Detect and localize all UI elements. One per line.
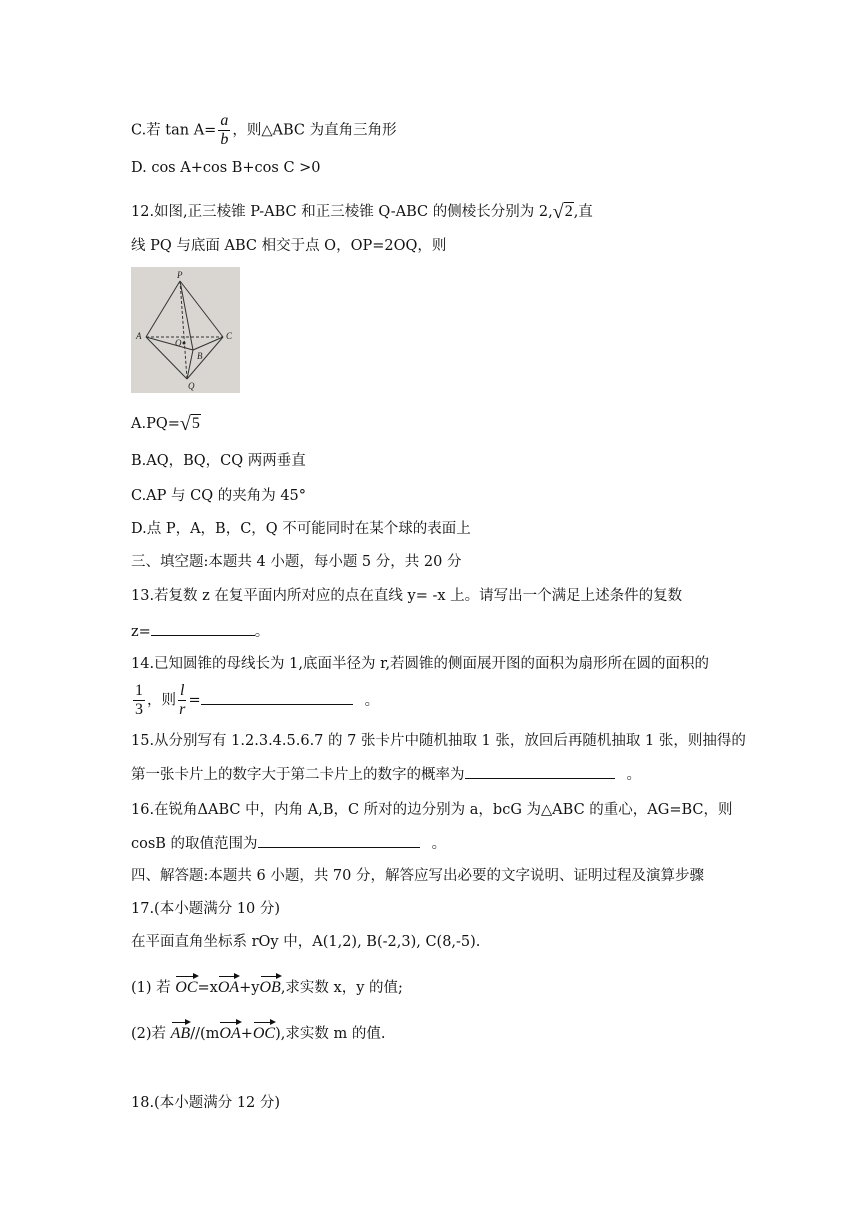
pyramid-diagram (131, 267, 240, 393)
fraction-numerator: 1 (135, 682, 143, 699)
q15-end: 。 (626, 767, 641, 783)
option-c-text: C.若 tan A= (131, 122, 217, 139)
section-4-heading: 四、解答题:本题共 6 小题，共 70 分，解答应写出必要的文字说明、证明过程及演算步骤 (131, 868, 704, 884)
q14-line-1: 14.已知圆锥的母线长为 1,底面半径为 r,若圆锥的侧面展开图的面积为扇形所在圆的面积的 (131, 656, 710, 672)
fraction-denominator: 3 (135, 701, 143, 718)
q17-part-1-label: (1) 若 (131, 980, 171, 996)
q17-text: =x (197, 980, 218, 996)
q17-text: //(m (190, 1026, 220, 1042)
q15-text: 第一张卡片上的数字大于第二卡片上的数字的概率为 (131, 767, 465, 783)
option-c-line (131, 112, 397, 149)
fraction-denominator: b (220, 131, 229, 148)
sqrt-2-radicand: 2 (564, 203, 573, 220)
q15-line-2 (131, 764, 641, 785)
q12-option-d: D.点 P，A，B，C，Q 不可能同时在某个球的表面上 (131, 521, 471, 537)
q17-part-1 (131, 973, 403, 998)
q17-text: ),求实数 m 的值. (275, 1026, 386, 1042)
label-b: B (197, 351, 203, 361)
answer-blank (201, 690, 353, 705)
q13-line-1: 13.若复数 z 在复平面内所对应的点在直线 y= -x 上。请写出一个满足上述条件的复数 (131, 588, 683, 604)
sqrt-2: √2 (552, 201, 573, 223)
q12-option-b: B.AQ，BQ，CQ 两两垂直 (131, 453, 306, 469)
option-c-conclusion: ，则△ABC 为直角三角形 (232, 122, 397, 139)
q15-line-1: 15.从分别写有 1.2.3.4.5.6.7 的 7 张卡片中随机抽取 1 张，放回后再随机抽取 1 张，则抽得的 (131, 733, 746, 749)
segment-pq (180, 281, 187, 379)
q16-line-2 (131, 833, 446, 854)
q12-line-1 (131, 200, 593, 222)
label-q: Q (188, 381, 195, 391)
edge-cq (187, 337, 223, 379)
vector-ob: OB (260, 973, 281, 998)
q16-end: 。 (431, 836, 447, 852)
edge-ab (146, 337, 193, 350)
sqrt-5-radicand: 5 (191, 415, 200, 432)
vector-oc: OC (253, 1019, 275, 1044)
fraction-numerator: l (180, 682, 185, 699)
q17-part-2 (131, 1019, 385, 1044)
label-c: C (226, 331, 233, 341)
q17-text: +y (239, 980, 260, 996)
sqrt-5: √5 (179, 413, 200, 435)
edge-pb (180, 281, 193, 350)
fraction-one-third (133, 682, 145, 719)
fraction-l-over-r (178, 682, 186, 719)
q12-option-c: C.AP 与 CQ 的夹角为 45° (131, 488, 307, 504)
edge-pc (180, 281, 223, 337)
option-d-line: D. cos A+cos B+cos C >0 (131, 160, 321, 176)
q17-intro: 在平面直角坐标系 rOy 中，A(1,2), B(-2,3), C(8,-5). (131, 934, 481, 950)
edge-bc (193, 337, 223, 350)
q16-line-1: 16.在锐角ΔABC 中，内角 A,B，C 所对的边分别为 a，bcG 为△ABC 的重心，AG=BC，则 (131, 802, 733, 818)
q12-option-a (131, 412, 201, 434)
q13-line-2 (131, 621, 269, 642)
q17-title: 17.(本小题满分 10 分) (131, 901, 281, 917)
vector-oa: OA (219, 1019, 240, 1044)
q17-text: + (240, 1026, 253, 1042)
q14-equals: = (188, 692, 201, 709)
q17-part-2-label: (2)若 (131, 1026, 167, 1042)
q12-line-2: 线 PQ 与底面 ABC 相交于点 O，OP=2OQ，则 (131, 238, 447, 254)
q14-line-2 (131, 682, 379, 719)
vector-oa: OA (218, 973, 239, 998)
fraction-numerator: a (220, 112, 229, 129)
label-a: A (136, 331, 142, 341)
q14-text: ，则 (147, 692, 176, 709)
section-3-heading: 三、填空题:本题共 4 小题，每小题 5 分，共 20 分 (131, 554, 462, 570)
pyramid-figure (131, 267, 240, 393)
edge-bq (187, 350, 193, 379)
q14-end: 。 (364, 692, 380, 709)
q16-text: cosB 的取值范围为 (131, 836, 258, 852)
edge-pa (146, 281, 180, 337)
point-o (183, 342, 186, 345)
tan-fraction (218, 112, 230, 149)
label-o: O (175, 338, 182, 348)
q12-text-cont: ,直 (573, 204, 593, 220)
vector-ab: AB (171, 1019, 191, 1044)
vector-oc: OC (175, 973, 197, 998)
answer-blank (258, 833, 420, 848)
q13-z-label: z= (131, 624, 151, 640)
q12-text: 12.如图,正三棱锥 P-ABC 和正三棱锥 Q-ABC 的侧棱长分别为 2, (131, 204, 553, 220)
q13-end: 。 (254, 624, 270, 640)
q12-option-a-text: A.PQ= (131, 416, 180, 432)
answer-blank (465, 764, 615, 779)
q17-text: ,求实数 x，y 的值; (280, 980, 403, 996)
label-p: P (177, 270, 183, 280)
answer-blank (151, 621, 255, 636)
fraction-denominator: r (179, 701, 186, 718)
q18-title: 18.(本小题满分 12 分) (131, 1095, 281, 1111)
